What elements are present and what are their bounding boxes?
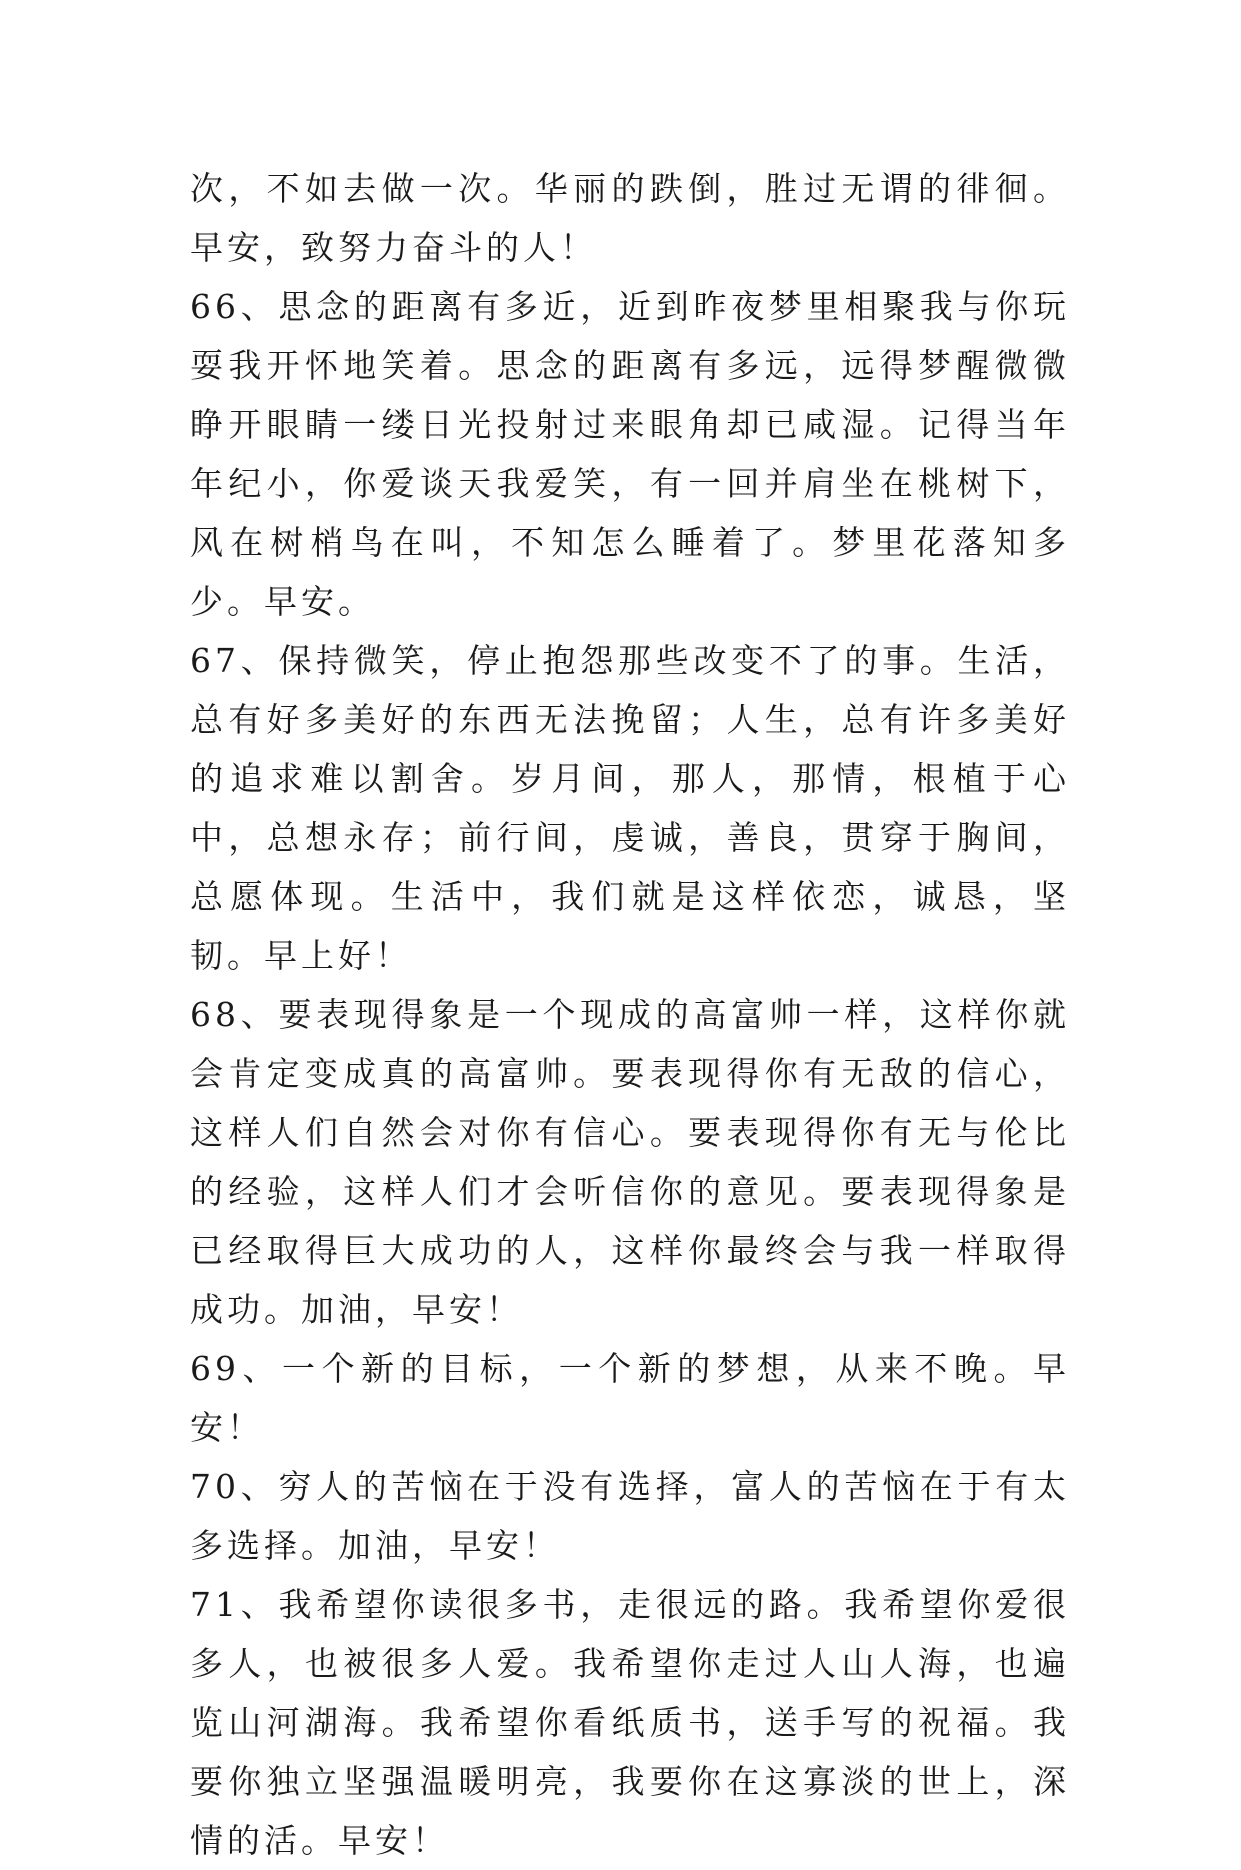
paragraph-67: 67、保持微笑，停止抱怨那些改变不了的事。生活，总有好多美好的东西无法挽留；人生，总有许多美好的追求难以割舍。岁月间，那人，那情，根植于心中，总想永存；前行间，虔诚，善良，贯穿于胸间，总愿体现。生活中，我们就是这样依恋，诚恳，坚韧。早上好！ [190,641,1070,975]
paragraph-68: 68、要表现得象是一个现成的高富帅一样，这样你就会肯定变成真的高富帅。要表现得你有无敌的信心，这样人们自然会对你有信心。要表现得你有无与伦比的经验，这样人们才会听信你的意见。要表现得象是已经取得巨大成功的人，这样你最终会与我一样取得成功。加油，早安！ [190,995,1070,1329]
paragraph-69: 69、一个新的目标，一个新的梦想，从来不晚。早安！ [190,1349,1070,1447]
document-body [190,159,1070,1870]
paragraph-70: 70、穷人的苦恼在于没有选择，富人的苦恼在于有太多选择。加油，早安！ [190,1467,1070,1565]
paragraph-continuation: 次，不如去做一次。华丽的跌倒，胜过无谓的徘徊。早安，致努力奋斗的人！ [190,169,1070,267]
paragraph-66: 66、思念的距离有多近，近到昨夜梦里相聚我与你玩耍我开怀地笑着。思念的距离有多远，远得梦醒微微睁开眼睛一缕日光投射过来眼角却已咸湿。记得当年年纪小，你爱谈天我爱笑，有一回并肩坐在桃树下，风在树梢鸟在叫，不知怎么睡着了。梦里花落知多少。早安。 [190,287,1070,621]
paragraph-71: 71、我希望你读很多书，走很远的路。我希望你爱很多人，也被很多人爱。我希望你走过人山人海，也遍览山河湖海。我希望你看纸质书，送手写的祝福。我要你独立坚强温暖明亮，我要你在这寡淡的世上，深情的活。早安！ [190,1585,1070,1860]
